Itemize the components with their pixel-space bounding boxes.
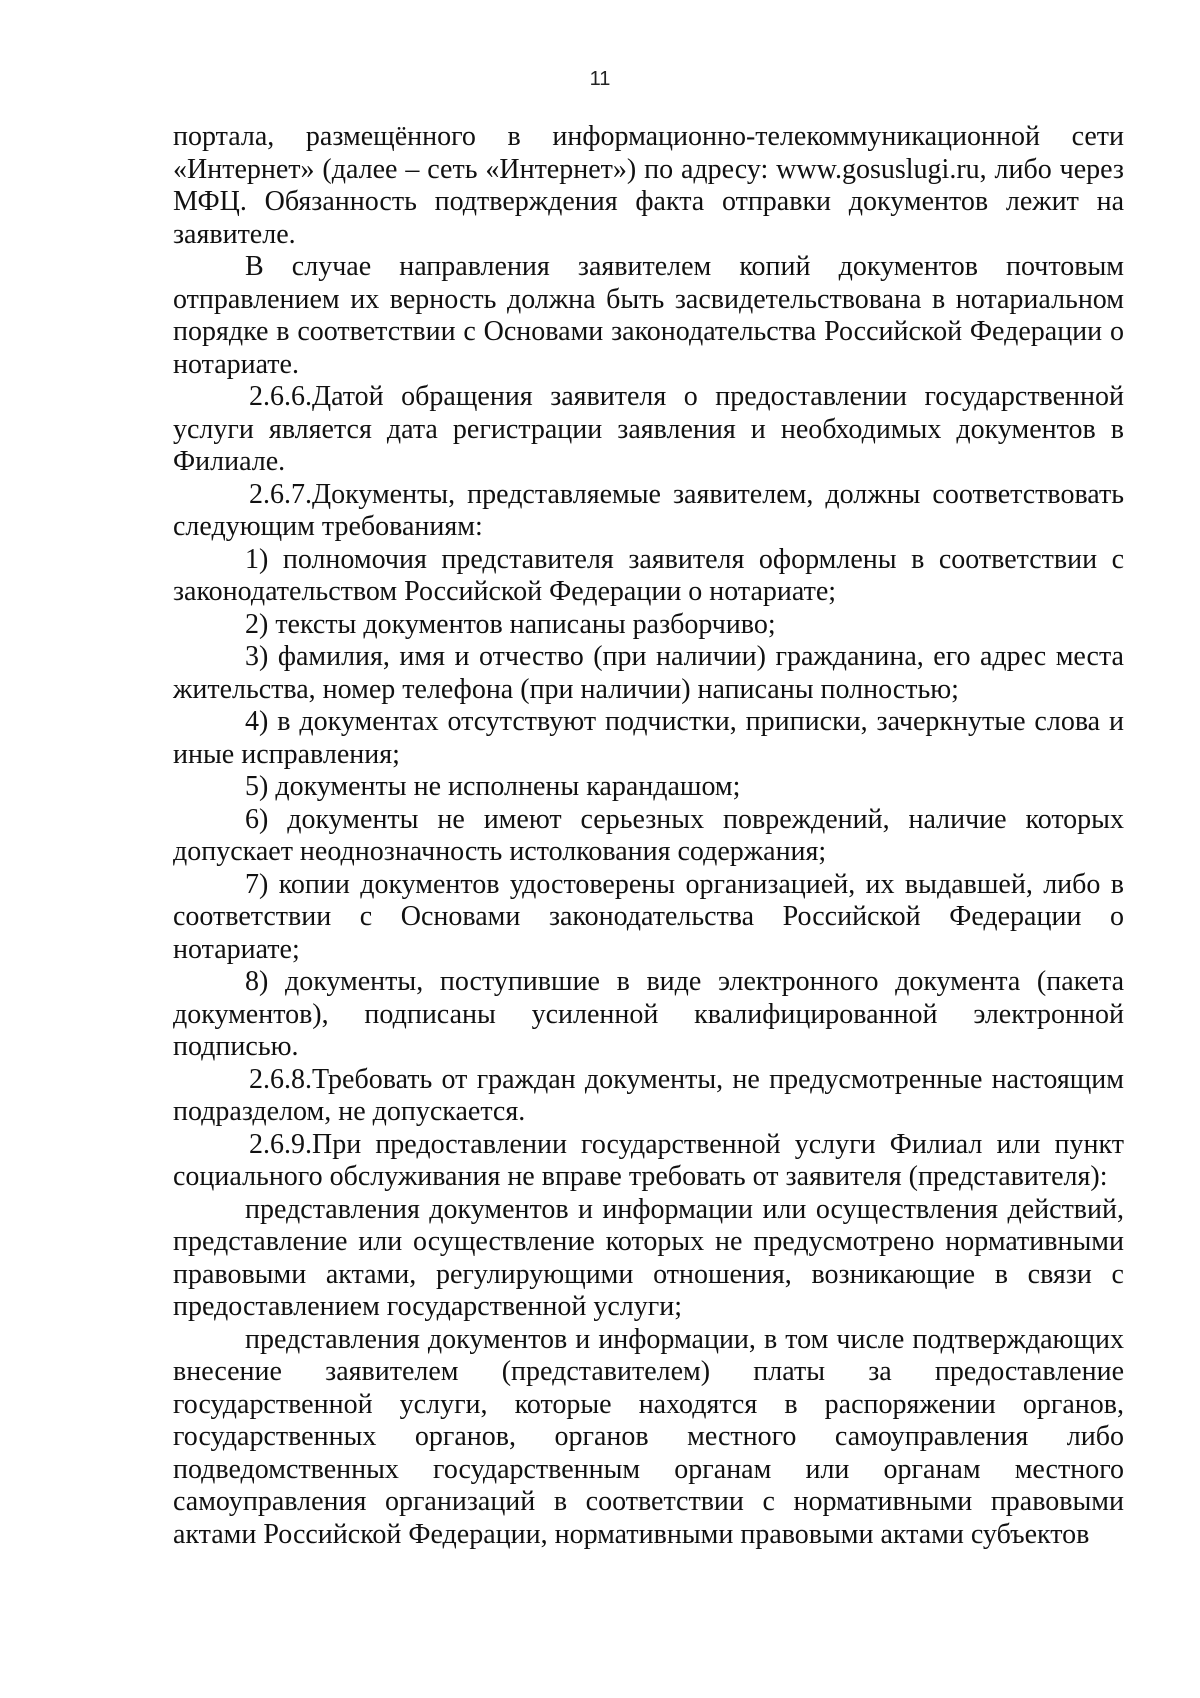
paragraph-representation-actions: представления документов и информации или осуществления действий, представление или осуществление которых не предусмотрено нормативными правовыми актами, регулирующими отношения, возникающие в связи с предоставлением государственной услуги; (173, 1193, 1124, 1322)
list-item-8: 8) документы, поступившие в виде электронного документа (пакета документов), подписаны усиленной квалифицированной электронной подписью. (173, 966, 1124, 1062)
paragraph-representation-documents: представления документов и информации, в том числе подтверждающих внесение заявителем (представителем) платы за предоставление государственной услуги, которые находятся в распоряжении органов, государственных органов, органов местного самоуправления либо подведомственных государственным органам или органам местного самоуправления организаций в соответствии с нормативными правовыми актами Российской Федерации, нормативными правовыми актами субъектов (173, 1323, 1124, 1550)
document-body (173, 121, 1124, 1551)
paragraph-2-6-9: 2.6.9.При предоставлении государственной услуги Филиал или пункт социального обслуживания не вправе требовать от заявителя (представителя): (173, 1128, 1124, 1192)
list-item-1: 1) полномочия представителя заявителя оформлены в соответствии с законодательством Российской Федерации о нотариате; (173, 543, 1124, 607)
page-number: 11 (589, 68, 611, 90)
list-item-4: 4) в документах отсутствуют подчистки, приписки, зачеркнутые слова и иные исправления; (173, 706, 1124, 770)
list-item-2: 2) тексты документов написаны разборчиво; (245, 608, 776, 640)
paragraph-2-6-7: 2.6.7.Документы, представляемые заявителем, должны соответствовать следующим требованиям: (173, 478, 1124, 542)
list-item-5: 5) документы не исполнены карандашом; (245, 771, 741, 802)
paragraph-2-6-6: 2.6.6.Датой обращения заявителя о предоставлении государственной услуги является дата регистрации заявления и необходимых документов в Филиале. (173, 381, 1124, 477)
list-item-7: 7) копии документов удостоверены организацией, их выдавшей, либо в соответствии с Основами законодательства Российской Федерации о нотариате; (173, 868, 1124, 965)
list-item-6: 6) документы не имеют серьезных повреждений, наличие которых допускает неоднозначность истолкования содержания; (173, 803, 1124, 867)
paragraph-portal-continuation: портала, размещённого в информационно-телекоммуникационной сети «Интернет» (далее – сеть «Интернет») по адресу: www.gosuslugi.ru, либо через МФЦ. Обязанность подтверждения факта отправки документов лежит на заявителе. (173, 121, 1124, 250)
list-item-3: 3) фамилия, имя и отчество (при наличии) гражданина, его адрес места жительства, номер телефона (при наличии) написаны полностью; (173, 641, 1124, 705)
paragraph-postal-copies: В случае направления заявителем копий документов почтовым отправлением их верность должна быть засвидетельствована в нотариальном порядке в соответствии с Основами законодательства Российской Федерации о нотариате. (173, 251, 1124, 380)
paragraph-2-6-8: 2.6.8.Требовать от граждан документы, не предусмотренные настоящим подразделом, не допускается. (173, 1063, 1124, 1127)
